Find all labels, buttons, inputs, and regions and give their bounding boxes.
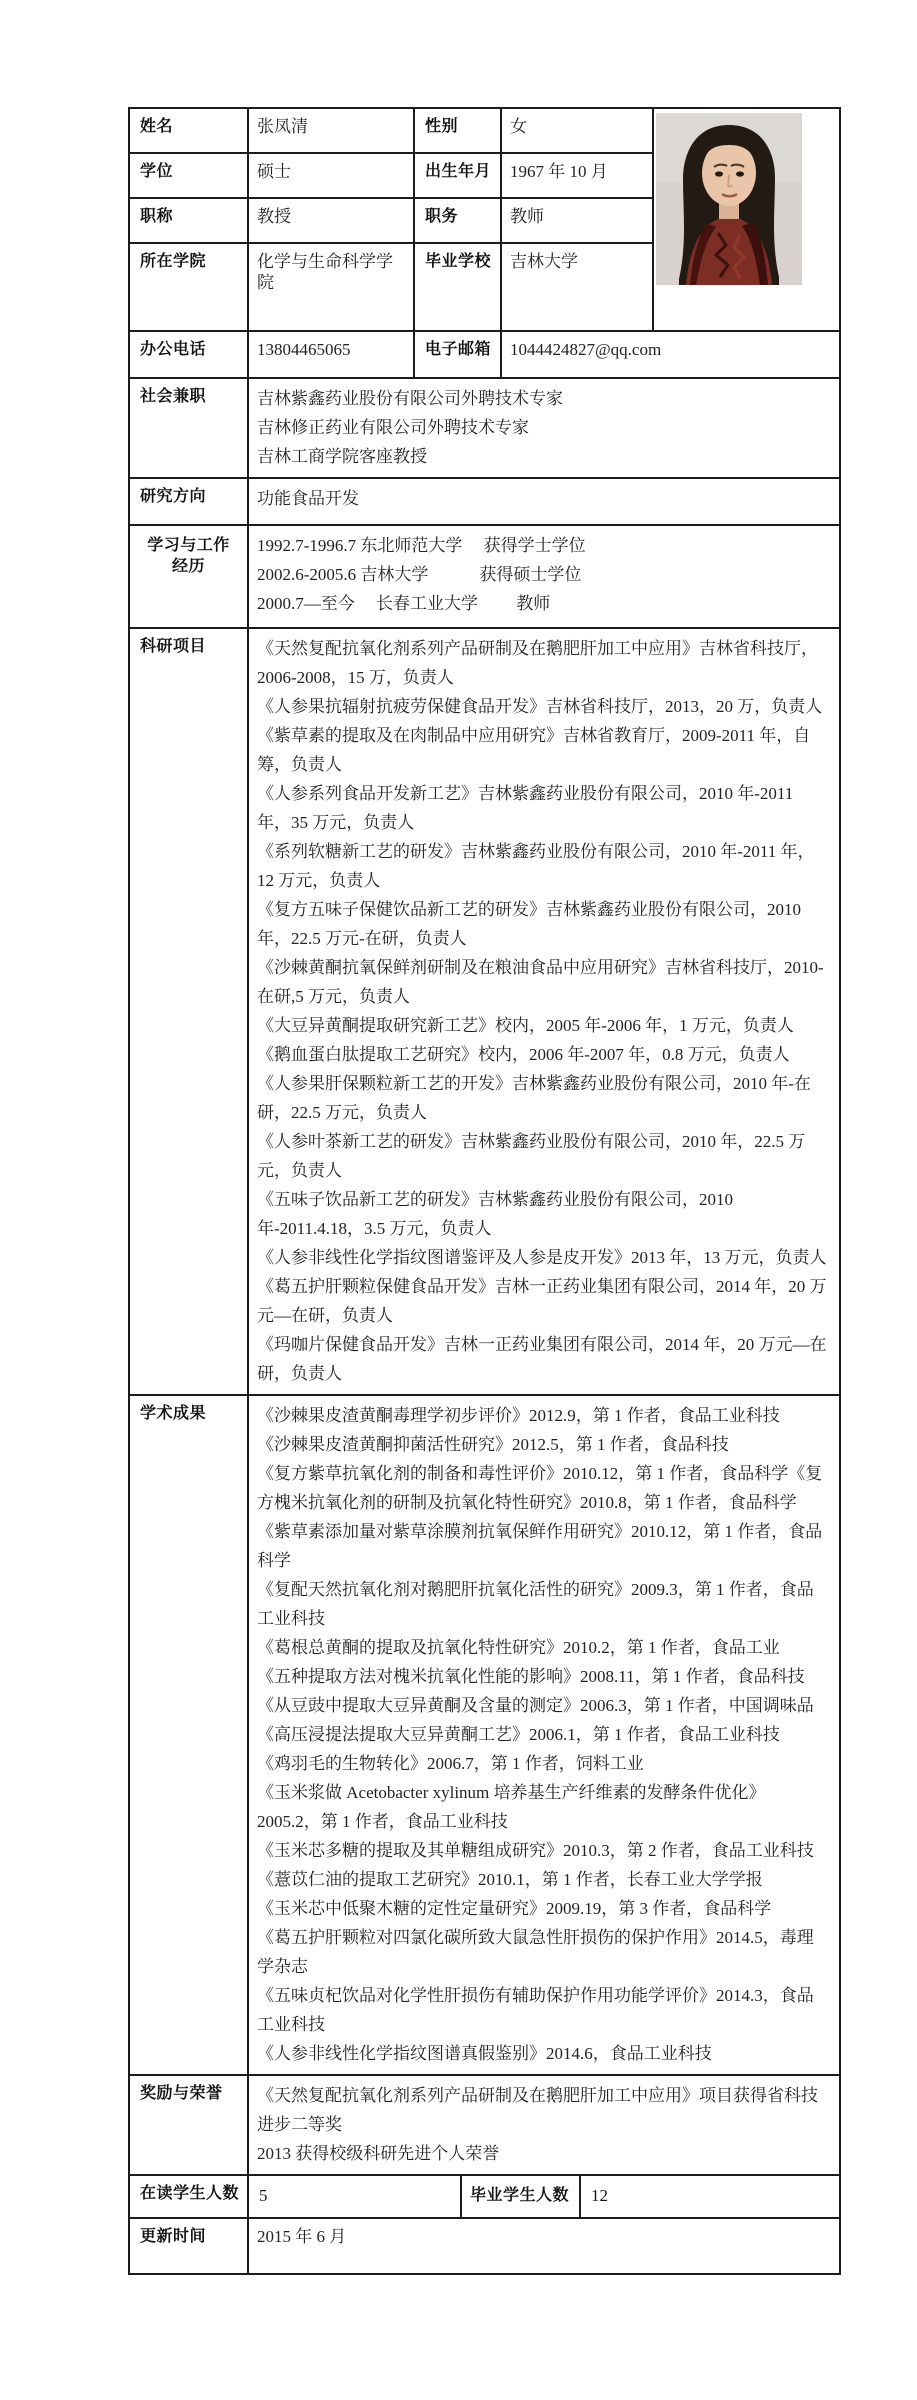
research-projects-list (257, 634, 829, 1388)
awards-label: 奖励与荣誉 (129, 2075, 248, 2175)
experience-content (248, 525, 840, 628)
birth-label: 出生年月 (414, 153, 501, 198)
academic-achievements-content (248, 1395, 840, 2075)
research-direction-list (257, 484, 829, 513)
research-project-item: 《复方五味子保健饮品新工艺的研发》吉林紫鑫药业股份有限公司，2010 年，22.5 万元-在研，负责人 (257, 900, 801, 948)
social-position-item: 吉林修正药业有限公司外聘技术专家 (257, 418, 529, 437)
name-value: 张凤清 (248, 108, 414, 153)
row-phone-email (129, 331, 840, 378)
experience-item: 1992.7-1996.7 东北师范大学 获得学士学位 (257, 536, 586, 555)
research-project-item: 《紫草素的提取及在肉制品中应用研究》吉林省教育厅，2009-2011 年，自筹，负责人 (257, 726, 811, 774)
email-label: 电子邮箱 (414, 331, 501, 378)
college-value: 化学与生命科学学院 (248, 243, 414, 331)
research-project-item: 《人参叶茶新工艺的研发》吉林紫鑫药业股份有限公司，2010 年，22.5 万元，负责人 (257, 1132, 806, 1180)
academic-achievement-item: 《复方紫草抗氧化剂的制备和毒性评价》2010.12，第 1 作者，食品科学《复方槐米抗氧化剂的研制及抗氧化特性研究》2010.8，第 1 作者，食品科学 (257, 1464, 823, 1512)
name-label: 姓名 (129, 108, 248, 153)
academic-achievement-item: 《薏苡仁油的提取工艺研究》2010.1，第 1 作者，长春工业大学学报 (257, 1870, 763, 1889)
academic-achievement-item: 《葛五护肝颗粒对四氯化碳所致大鼠急性肝损伤的保护作用》2014.5，毒理学杂志 (257, 1928, 814, 1976)
social-position-item: 吉林工商学院客座教授 (257, 447, 427, 466)
academic-achievement-item: 《高压浸提法提取大豆异黄酮工艺》2006.1，第 1 作者，食品工业科技 (257, 1725, 780, 1744)
academic-achievement-item: 《玉米芯中低聚木糖的定性定量研究》2009.19，第 3 作者，食品科学 (257, 1899, 772, 1918)
photo-cell (653, 108, 840, 331)
research-project-item: 《五味子饮品新工艺的研发》吉林紫鑫药业股份有限公司，2010 年-2011.4.18，3.5 万元，负责人 (257, 1190, 733, 1238)
academic-achievements-label: 学术成果 (129, 1395, 248, 2075)
degree-label: 学位 (129, 153, 248, 198)
research-direction-item: 功能食品开发 (257, 489, 359, 508)
update-time-label: 更新时间 (129, 2218, 248, 2274)
graduated-students-value: 12 (591, 2186, 608, 2205)
research-project-item: 《人参系列食品开发新工艺》吉林紫鑫药业股份有限公司，2010 年-2011 年，35 万元，负责人 (257, 784, 794, 832)
academic-achievements-list (257, 1401, 829, 2068)
row-social-positions (129, 378, 840, 478)
email-value: 1044424827@qq.com (501, 331, 840, 378)
academic-achievement-item: 《五种提取方法对槐米抗氧化性能的影响》2008.11，第 1 作者，食品科技 (257, 1667, 805, 1686)
research-project-item: 《系列软糖新工艺的研发》吉林紫鑫药业股份有限公司，2010 年-2011 年，12 万元，负责人 (257, 842, 815, 890)
row-awards (129, 2075, 840, 2175)
phone-value: 13804465065 (248, 331, 414, 378)
research-project-item: 《葛五护肝颗粒保健食品开发》吉林一正药业集团有限公司，2014 年，20 万元—在研，负责人 (257, 1277, 827, 1325)
research-project-item: 《沙棘黄酮抗氧保鲜剂研制及在粮油食品中应用研究》吉林省科技厅，2010-在研,5 万元，负责人 (257, 958, 824, 1006)
research-project-item: 《人参果抗辐射抗疲劳保健食品开发》吉林省科技厅，2013，20 万，负责人 (257, 697, 823, 716)
phone-label: 办公电话 (129, 331, 248, 378)
awards-list (257, 2081, 829, 2168)
title-label: 职称 (129, 198, 248, 243)
academic-achievement-item: 《沙棘果皮渣黄酮毒理学初步评价》2012.9，第 1 作者，食品工业科技 (257, 1406, 780, 1425)
current-students-label: 在读学生人数 (129, 2175, 248, 2218)
social-positions-label: 社会兼职 (129, 378, 248, 478)
academic-achievement-item: 《鸡羽毛的生物转化》2006.7，第 1 作者，饲料工业 (257, 1754, 644, 1773)
research-project-item: 《人参非线性化学指纹图谱鉴评及人参是皮开发》2013 年，13 万元，负责人 (257, 1248, 827, 1267)
row-experience (129, 525, 840, 628)
school-value: 吉林大学 (501, 243, 653, 331)
academic-achievement-item: 《人参非线性化学指纹图谱真假鉴别》2014.6，食品工业科技 (257, 2044, 712, 2063)
experience-item: 2002.6-2005.6 吉林大学 获得硕士学位 (257, 565, 582, 584)
research-projects-content (248, 628, 840, 1395)
research-direction-label: 研究方向 (129, 478, 248, 525)
duty-value: 教师 (501, 198, 653, 243)
social-positions-list (257, 384, 829, 471)
experience-label: 学习与工作经历 (129, 525, 248, 628)
row-students (129, 2175, 840, 2218)
college-label: 所在学院 (129, 243, 248, 331)
duty-label: 职务 (414, 198, 501, 243)
research-project-item: 《玛咖片保健食品开发》吉林一正药业集团有限公司，2014 年，20 万元—在研，负责人 (257, 1335, 827, 1383)
social-positions-content (248, 378, 840, 478)
current-students-value: 5 (249, 2176, 462, 2217)
birth-value: 1967 年 10 月 (501, 153, 653, 198)
social-position-item: 吉林紫鑫药业股份有限公司外聘技术专家 (257, 389, 563, 408)
row-update-time (129, 2218, 840, 2274)
academic-achievement-item: 《沙棘果皮渣黄酮抑菌活性研究》2012.5，第 1 作者，食品科技 (257, 1435, 729, 1454)
students-split (249, 2176, 839, 2217)
row-research-direction (129, 478, 840, 525)
graduated-students-label: 毕业学生人数 (462, 2176, 581, 2217)
gender-label: 性别 (414, 108, 501, 153)
school-label: 毕业学校 (414, 243, 501, 331)
awards-content (248, 2075, 840, 2175)
academic-achievement-item: 《五味贞杞饮品对化学性肝损伤有辅助保护作用功能学评价》2014.3，食品工业科技 (257, 1986, 814, 2034)
award-item: 2013 获得校级科研先进个人荣誉 (257, 2144, 500, 2163)
update-time-value: 2015 年 6 月 (248, 2218, 840, 2274)
research-direction-content (248, 478, 840, 525)
profile-photo (656, 113, 802, 285)
academic-achievement-item: 《从豆豉中提取大豆异黄酮及含量的测定》2006.3，第 1 作者，中国调味品 (257, 1696, 814, 1715)
academic-achievement-item: 《玉米芯多糖的提取及其单糖组成研究》2010.3，第 2 作者，食品工业科技 (257, 1841, 814, 1860)
research-project-item: 《人参果肝保颗粒新工艺的开发》吉林紫鑫药业股份有限公司，2010 年-在研，22.5 万元，负责人 (257, 1074, 811, 1122)
row-academic-achievements (129, 1395, 840, 2075)
experience-item: 2000.7—至今 长春工业大学 教师 (257, 594, 551, 613)
academic-achievement-item: 《葛根总黄酮的提取及抗氧化特性研究》2010.2，第 1 作者，食品工业 (257, 1638, 780, 1657)
research-projects-label: 科研项目 (129, 628, 248, 1395)
experience-list (257, 531, 829, 618)
academic-achievement-item: 《玉米浆做 Acetobacter xylinum 培养基生产纤维素的发酵条件优化》2005.2，第 1 作者，食品工业科技 (257, 1783, 766, 1831)
row-research-projects (129, 628, 840, 1395)
gender-value: 女 (501, 108, 653, 153)
research-project-item: 《大豆异黄酮提取研究新工艺》校内，2005 年-2006 年，1 万元，负责人 (257, 1016, 794, 1035)
academic-achievement-item: 《复配天然抗氧化剂对鹅肥肝抗氧化活性的研究》2009.3，第 1 作者，食品工业科技 (257, 1580, 814, 1628)
degree-value: 硕士 (248, 153, 414, 198)
award-item: 《天然复配抗氧化剂系列产品研制及在鹅肥肝加工中应用》项目获得省科技进步二等奖 (257, 2086, 818, 2134)
title-value: 教授 (248, 198, 414, 243)
students-values-cell (248, 2175, 840, 2218)
academic-achievement-item: 《紫草素添加量对紫草涂膜剂抗氧保鲜作用研究》2010.12，第 1 作者，食品科学 (257, 1522, 823, 1570)
research-project-item: 《鹅血蛋白肽提取工艺研究》校内，2006 年-2007 年，0.8 万元，负责人 (257, 1045, 790, 1064)
row-name-gender (129, 108, 840, 153)
faculty-profile-table (128, 107, 841, 2275)
research-project-item: 《天然复配抗氧化剂系列产品研制及在鹅肥肝加工中应用》吉林省科技厅，2006-2008，15 万，负责人 (257, 639, 818, 687)
